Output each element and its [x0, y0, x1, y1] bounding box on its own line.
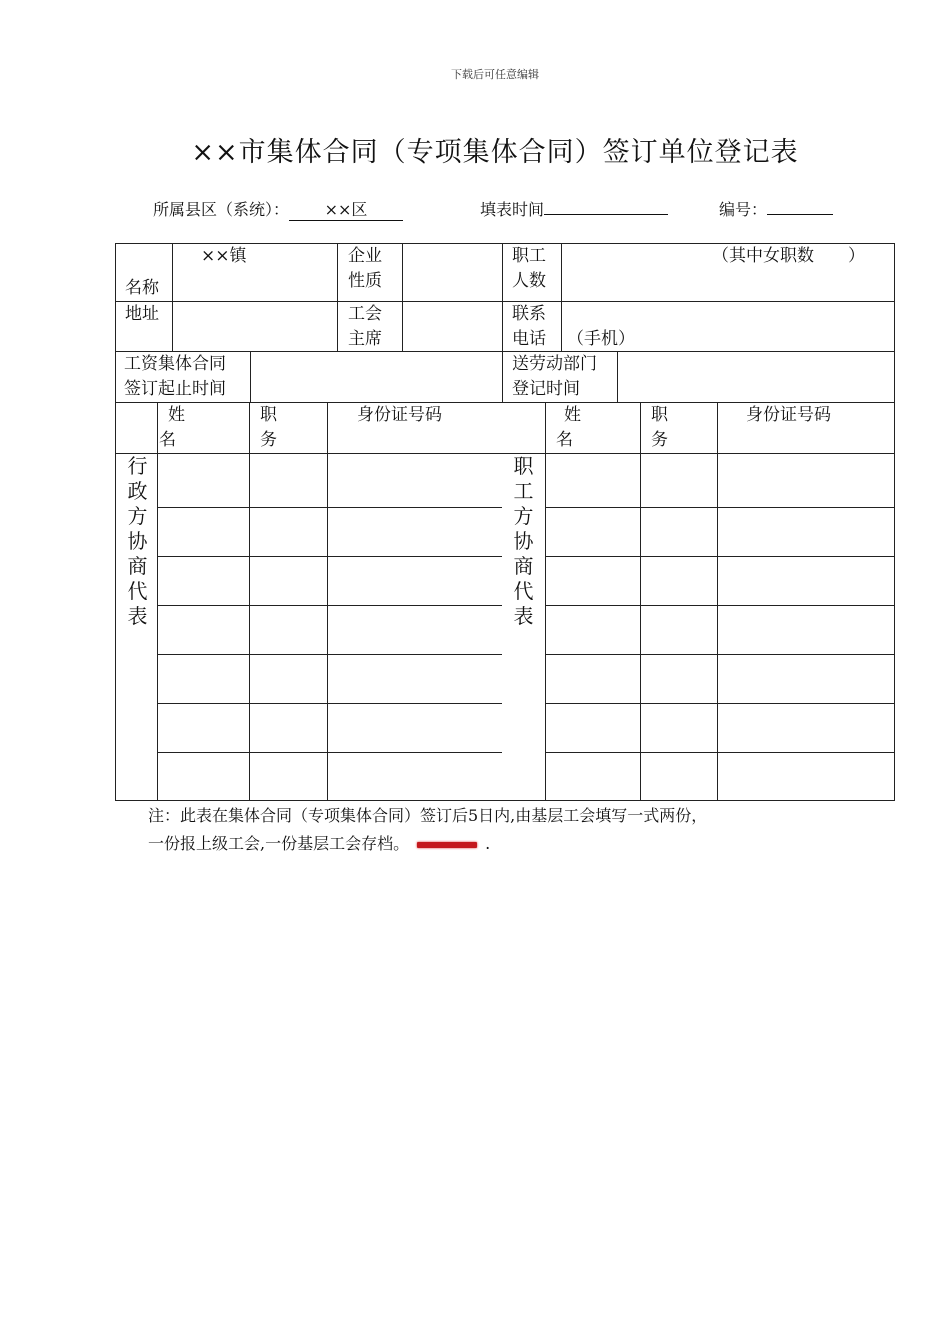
col-name-1-left: 姓 — [168, 405, 185, 425]
labor-dept-label-1: 送劳动部门 — [512, 354, 597, 374]
col-position-2-left: 务 — [260, 430, 277, 450]
registration-form — [115, 243, 895, 801]
page-title: ××市集体合同（专项集体合同）签订单位登记表 — [191, 137, 799, 168]
fill-time-field — [480, 197, 668, 220]
enterprise-type-label-1: 企业 — [348, 246, 382, 266]
union-chair-label-2: 主席 — [348, 329, 382, 349]
fill-time-label: 填表时间 — [480, 200, 545, 219]
mobile-text: （手机） — [567, 329, 635, 349]
footnote-line-1: 注：此表在集体合同（专项集体合同）签订后5日内,由基层工会填写一式两份， — [148, 806, 708, 825]
wage-contract-label-1: 工资集体合同 — [124, 354, 226, 374]
footnote-line-2-text: 一份报上级工会,一份基层工会存档。 — [148, 834, 410, 853]
red-mark — [417, 842, 477, 848]
col-id-left: 身份证号码 — [357, 405, 442, 425]
wage-contract-label-2: 签订起止时间 — [124, 379, 226, 399]
col-name-2-left: 名 — [159, 430, 176, 450]
address-label: 地址 — [125, 304, 159, 324]
district-field — [153, 197, 403, 221]
number-field — [719, 197, 833, 220]
union-chair-label-1: 工会 — [348, 304, 382, 324]
district-label: 所属县区（系统）： — [153, 200, 290, 219]
col-position-1-right: 职 — [651, 405, 668, 425]
name-value: ××镇 — [201, 246, 247, 266]
fill-time-value — [544, 214, 668, 215]
staff-count-label-1: 职工 — [512, 246, 546, 266]
labor-dept-label-2: 登记时间 — [512, 379, 580, 399]
form-grid-lines — [115, 243, 895, 801]
col-position-1-left: 职 — [260, 405, 277, 425]
staff-count-label-2: 人数 — [512, 271, 546, 291]
contact-label-1: 联系 — [512, 304, 546, 324]
download-note: 下载后可任意编辑 — [451, 68, 539, 81]
number-label: 编号： — [719, 200, 768, 219]
enterprise-type-label-2: 性质 — [348, 271, 382, 291]
col-position-2-right: 务 — [651, 430, 668, 450]
admin-side-label: 行政方协商代表 — [127, 454, 148, 628]
female-count-text: （其中女职数 ） — [712, 246, 865, 266]
staff-side-label: 职工方协商代表 — [513, 454, 534, 628]
footnote-line-2 — [148, 830, 490, 858]
col-name-2-right: 名 — [556, 430, 573, 450]
col-name-1-right: 姓 — [564, 405, 581, 425]
number-value — [767, 214, 833, 215]
col-id-right: 身份证号码 — [746, 405, 831, 425]
footnote-tail: . — [485, 834, 491, 853]
name-label: 名称 — [125, 278, 159, 298]
contact-label-2: 电话 — [512, 329, 546, 349]
district-value: ××区 — [289, 200, 403, 221]
